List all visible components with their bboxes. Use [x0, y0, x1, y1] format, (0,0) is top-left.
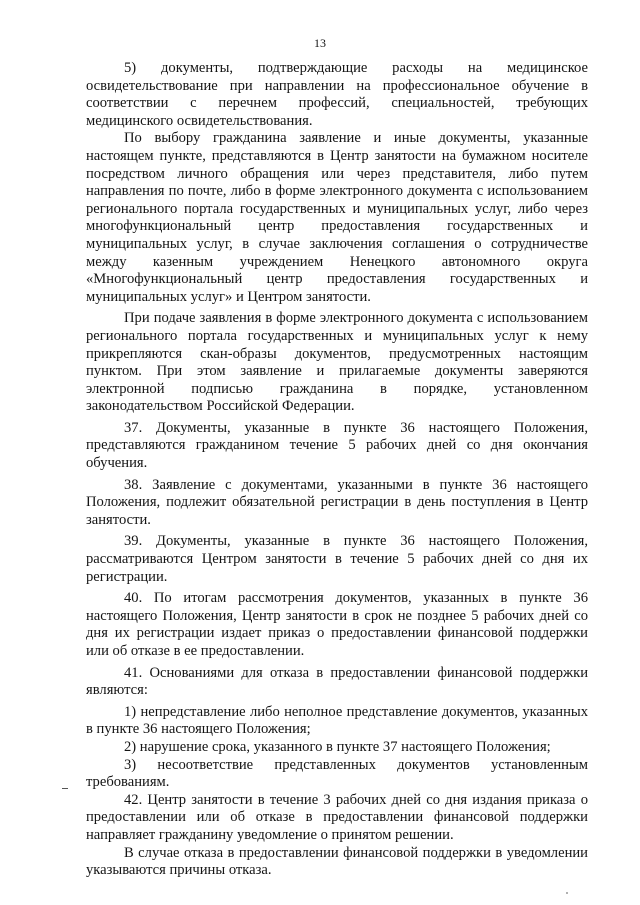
paragraph-refusal-reason-1: 1) непредставление либо неполное представление документов, указанных в пункте 36 настоящего Положения;	[86, 703, 588, 738]
page-number: 13	[314, 36, 326, 50]
paragraph-clause-40: 40. По итогам рассмотрения документов, указанных в пункте 36 настоящего Положения, Центр занятости в срок не позднее 5 рабочих дней со дня их регистрации издает приказ о предоставлении финансовой поддержки или об отказе в ее предоставлении.	[86, 590, 588, 659]
paragraph-electronic-submission: При подаче заявления в форме электронного документа с использованием регионального портала государственных и муниципальных услуг к нему прикрепляются скан-образы документов, предусмотренных настоящим пунктом. При этом заявление и прилагаемые документы заверяются электронной подписью гражданина в порядке, установленном законодательством Российской Федерации.	[86, 310, 588, 415]
document-body	[86, 60, 588, 880]
paragraph-clause-37: 37. Документы, указанные в пункте 36 настоящего Положения, представляются гражданином течение 5 рабочих дней со дня окончания обучения.	[86, 419, 588, 472]
paragraph-clause-38: 38. Заявление с документами, указанными в пункте 36 настоящего Положения, подлежит обязательной регистрации в день поступления в Центр занятости.	[86, 476, 588, 528]
scan-dot	[566, 892, 568, 894]
paragraph-refusal-reason-3: 3) несоответствие представленных документов установленным требованиям.	[86, 756, 588, 791]
paragraph-submission-options: По выбору гражданина заявление и иные документы, указанные настоящем пункте, представляются в Центр занятости на бумажном носителе посредством личного обращения или через представителя, либо путем направления по почте, либо в форме электронного документа с использованием регионального портала государственных и муниципальных услуг, либо через многофункциональный центр предоставления государственных и муниципальных услуг, в случае заключения соглашения о сотрудничестве между казенным учреждением Ненецкого автономного округа «Многофункциональный центр предоставления государственных и муниципальных услуг» и Центром занятости.	[86, 130, 588, 305]
paragraph-refusal-notice: В случае отказа в предоставлении финансовой поддержки в уведомлении указываются причины отказа.	[86, 844, 588, 879]
paragraph-clause-41: 41. Основаниями для отказа в предоставлении финансовой поддержки являются:	[86, 664, 588, 699]
paragraph-clause-39: 39. Документы, указанные в пункте 36 настоящего Положения, рассматриваются Центром занятости в течение 5 рабочих дней со дня их регистрации.	[86, 533, 588, 585]
paragraph-refusal-reason-2: 2) нарушение срока, указанного в пункте 37 настоящего Положения;	[124, 738, 551, 755]
margin-mark	[62, 788, 68, 789]
paragraph-clause-42: 42. Центр занятости в течение 3 рабочих дней со дня издания приказа о предоставлении или об отказе в предоставлении финансовой поддержки направляет гражданину уведомление о принятом решении.	[86, 791, 588, 843]
paragraph-item-5-documents: 5) документы, подтверждающие расходы на медицинское освидетельствование при направлении на профессиональное обучение в соответствии с перечнем профессий, специальностей, требующих медицинского освидетельствования.	[86, 60, 588, 129]
